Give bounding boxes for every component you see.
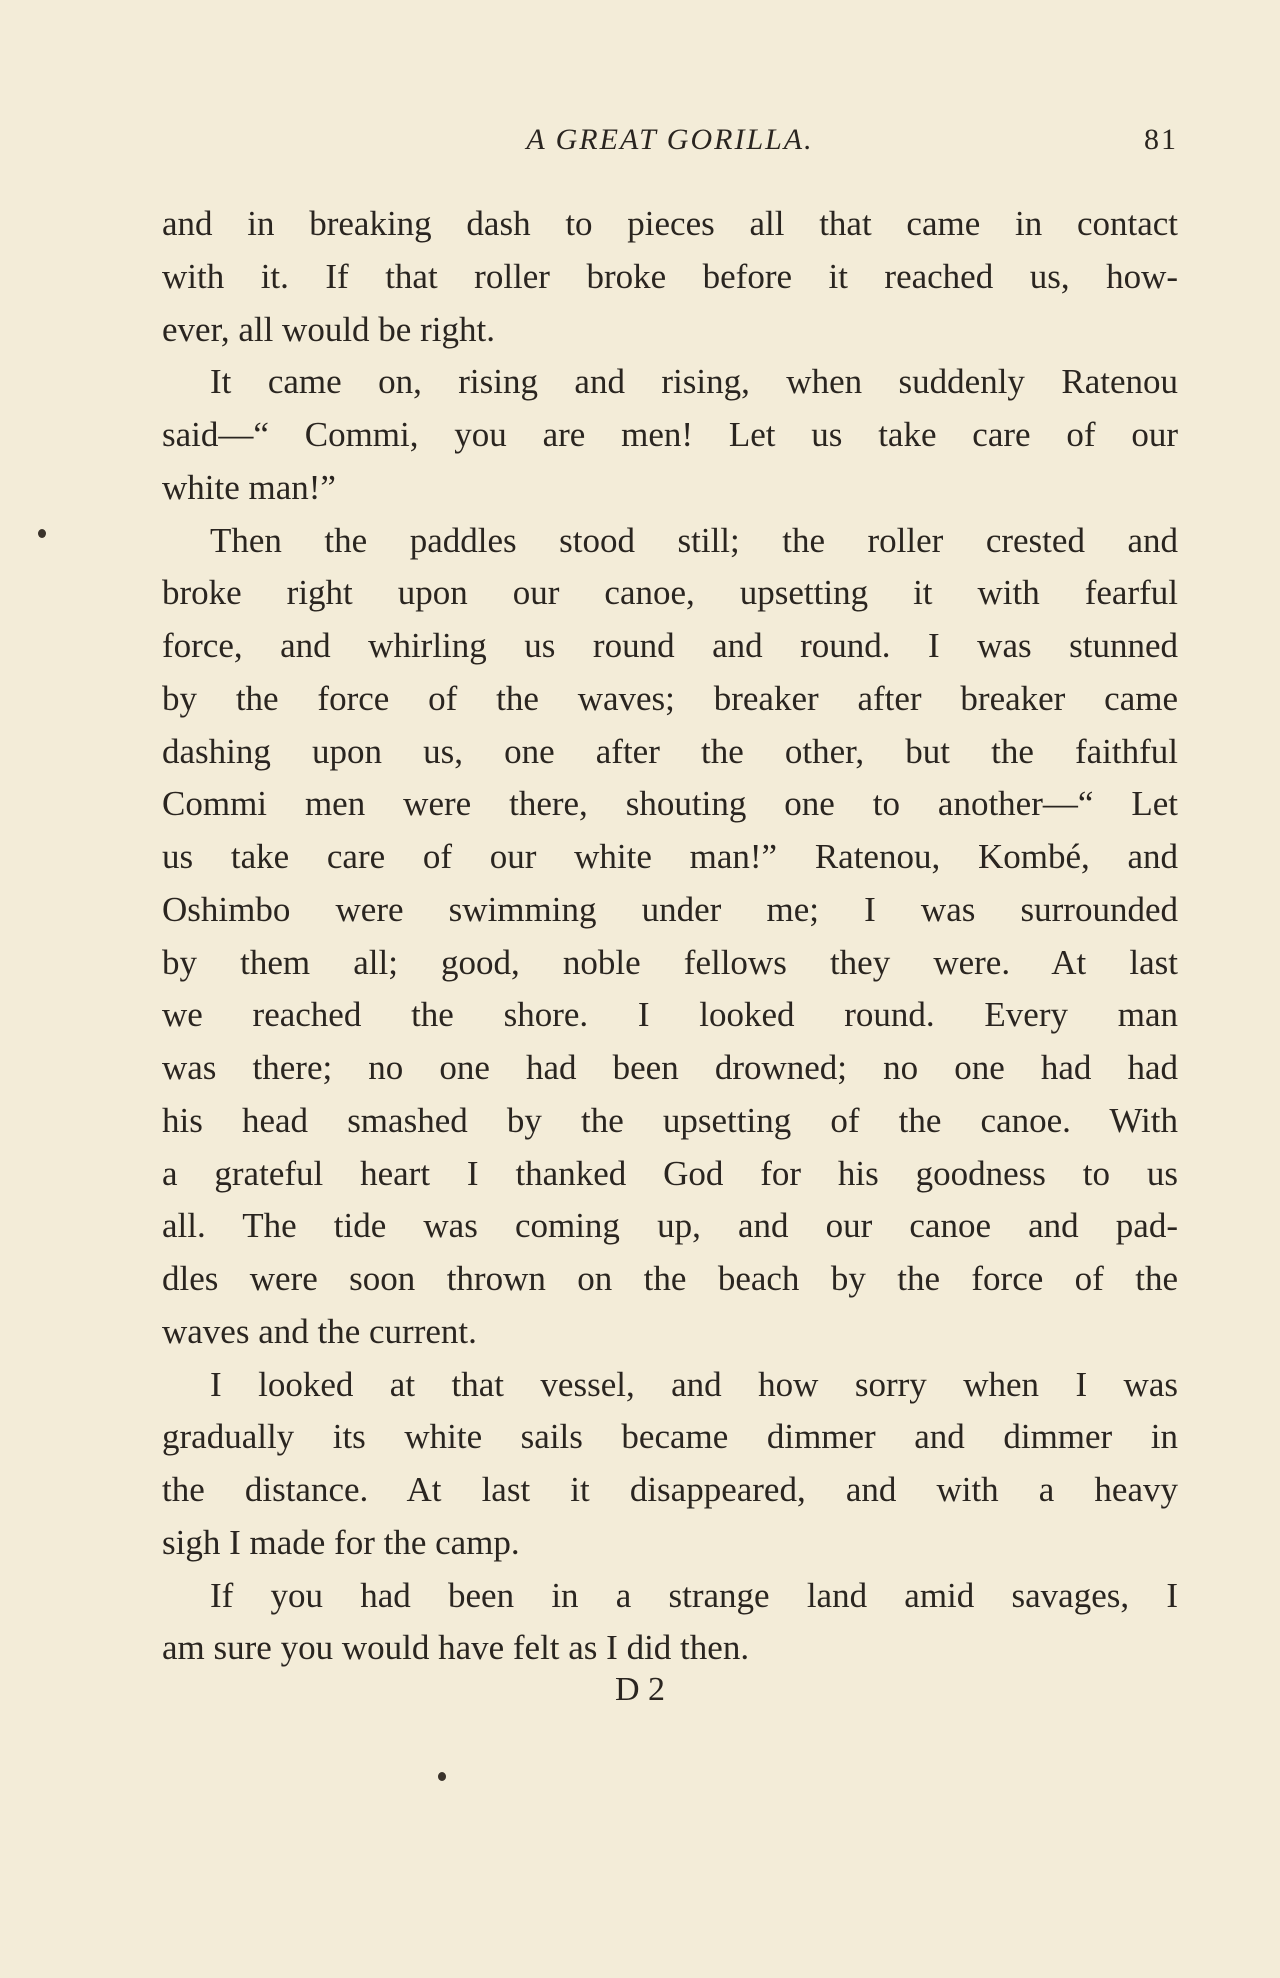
text-line: by them all; good, noble fellows they were. At last [162,942,1178,982]
text-line: by the force of the waves; breaker after breaker came [162,678,1178,718]
text-line: white man!” [162,467,336,507]
text-line: sigh I made for the camp. [162,1522,520,1562]
text-line: am sure you would have felt as I did then. [162,1628,750,1668]
text-line: was there; no one had been drowned; no one had had [162,1048,1178,1087]
signature-mark: D 2 [614,1671,666,1708]
paragraph-start-line: I looked at that vessel, and how sorry when I was [210,1364,1178,1404]
text-line: said—“ Commi, you are men! Let us take care of our [162,415,1178,454]
text-line: Commi men were there, shouting one to another—“ Let [162,784,1178,824]
paragraph-start-line: Then the paddles stood still; the roller crested and [210,520,1178,560]
paragraph-start-line: If you had been in a strange land amid savages, I [210,1575,1178,1615]
text-line: the distance. At last it disappeared, and with a heavy [162,1470,1178,1509]
text-line: we reached the shore. I looked round. Every man [162,995,1178,1035]
text-line: with it. If that roller broke before it reached us, how- [162,256,1178,296]
text-line: and in breaking dash to pieces all that came in contact [162,204,1178,243]
text-line: a grateful heart I thanked God for his goodness to us [162,1153,1178,1193]
text-line: broke right upon our canoe, upsetting it with fearful [162,573,1178,613]
ink-speck [438,1772,446,1781]
text-line: gradually its white sails became dimmer and dimmer in [162,1417,1178,1457]
text-line: waves and the current. [162,1311,477,1351]
text-line: force, and whirling us round and round. I was stunned [162,626,1178,665]
text-line: ever, all would be right. [162,309,495,349]
text-line: all. The tide was coming up, and our canoe and pad- [162,1206,1178,1246]
text-line: us take care of our white man!” Ratenou, Kombé, and [162,837,1178,876]
running-head-title: A GREAT GORILLA. [526,123,814,156]
ink-speck [38,529,46,538]
running-head [162,120,1178,160]
page-number: 81 [1144,123,1178,156]
text-line: Oshimbo were swimming under me; I was surrounded [162,889,1178,929]
text-line: dashing upon us, one after the other, but the faithful [162,731,1178,771]
text-line: dles were soon thrown on the beach by the force of the [162,1259,1178,1298]
paragraph-start-line: It came on, rising and rising, when suddenly Ratenou [210,362,1178,402]
body-text [162,198,1178,1675]
text-line: his head smashed by the upsetting of the canoe. With [162,1100,1178,1140]
